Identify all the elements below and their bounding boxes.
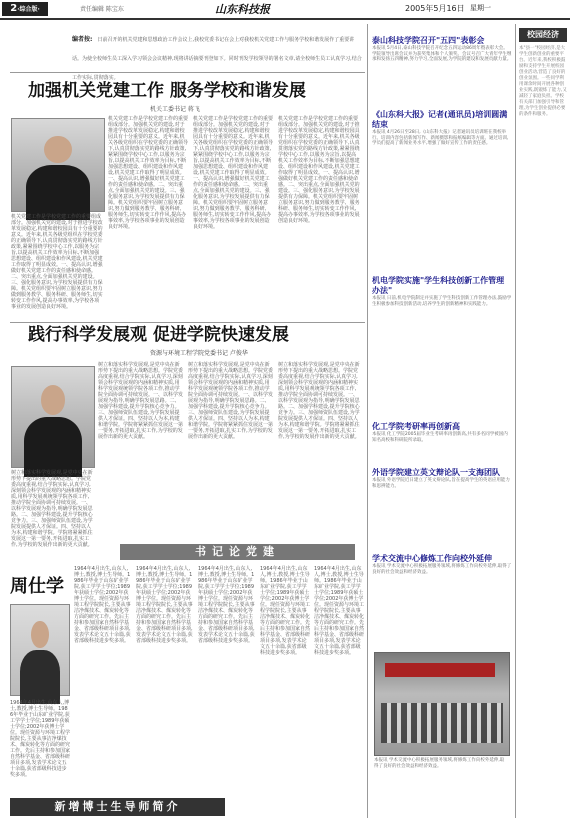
news-text: 本报讯 日前,机电学院制定并实施了学生科技创新工作管理办法,鼓励学生积极参加科技创新活动,培养学生的创新精神和实践能力。 — [372, 296, 512, 307]
article1-byline: 机关工委书记 蒋飞 — [150, 106, 200, 113]
article2-body-col3: 树立和落实科学发展观,是党中央在新形势下提出的重大战略思想。学院党委高度重视,结合学院实际,认真学习,深刻领会科学发展观的内涵和精神实质,用科学发展观统领学院各项工作,推动学院全面协调可持续发展。一、以科学发展观为指导,明确学院发展思路。二、加强学科建设,提升学院核心竞争力。三、加强师资队伍建设,为学院发展提供人才保证。四、坚持以人为本,构建和谐学院。学院将紧紧抓住发展这一第一要务,开拓进取,扎实工作,为学校的发展作出新的更大贡献。 — [188, 362, 274, 440]
group-photo-caption: 本报讯 学术交流中心积极拓展服务领域,将修炼工作向校外延伸,取得了良好的社会效益和经济效益。 — [374, 758, 505, 769]
masthead: 山东科技报 — [215, 3, 270, 16]
section-banner — [120, 544, 355, 560]
profile-body-col1: 1964年4月出生,山东人,博士,教授,博士生导师。1986年毕业于山东矿业学院,获工学学士学位;1989年获硕士学位;2002年获博士学位。现任资源与环境工程学院院长,主要从事洁净煤技术、煤炭转化等方面的研究工作。先后主持和参加国家自然科学基金、省部级科研项目多项,发表学术论文五十余篇,获省部级科技进步奖多项。 — [10, 700, 71, 778]
article1-body-col1: 机关党建工作是学校党建工作的重要组成部分。加强机关党的建设,对于推进学校改革发展稳定,构建和谐校园具有十分重要的意义。近年来,机关各级党组织在学校党委的正确领导下,认真贯彻落实党的路线方针政策,紧紧围绕学校中心工作,以服务为宗旨,以提高机关工作效率为目标,不断加强思想建设、组织建设和作风建设,机关党建工作取得了明显成效。一、提高认识,增强做好机关党建工作的责任感和使命感。二、突出重点,全面加强机关党的建设。三、强化服务意识,为学校发展提供有力保障。机关党组织要牢固树立服务意识,努力做到服务教学、服务科研、服务师生,切实转变工作作风,提高办事效率,为学校各项事业的发展创造良好环境。 — [11, 214, 103, 310]
profile-footer-text: 新增博士生导师简介 — [54, 800, 181, 813]
profile-body-col3: 1964年4月出生,山东人,博士,教授,博士生导师。1986年毕业于山东矿业学院,获工学学士学位;1989年获硕士学位;2002年获博士学位。现任资源与环境工程学院院长,主要从事洁净煤技术、煤炭转化等方面的研究工作。先后主持和参加国家自然科学基金、省部级科研项目多项,发表学术论文五十余篇,获省部级科技进步奖多项。 — [136, 566, 193, 644]
editor-note-label: 编者按: — [72, 36, 93, 43]
article1-divider — [10, 322, 365, 323]
right-column-separator — [515, 24, 516, 818]
right-column-header — [519, 28, 567, 42]
news-text: 本报讯 外语学院近日建立了英文辩论队,旨在提高学生的英语应用能力和思辨能力。 — [372, 478, 510, 489]
news-title: 《山东科大报》记者(通讯员)培训圆满结束 — [372, 110, 508, 129]
article2-author-photo — [11, 366, 95, 468]
article1-body-col3: 机关党建工作是学校党建工作的重要组成部分。加强机关党的建设,对于推进学校改革发展稳定,构建和谐校园具有十分重要的意义。近年来,机关各级党组织在学校党委的正确领导下,认真贯彻落实党的路线方针政策,紧紧围绕学校中心工作,以服务为宗旨,以提高机关工作效率为目标,不断加强思想建设、组织建设和作风建设,机关党建工作取得了明显成效。一、提高认识,增强做好机关党建工作的责任感和使命感。二、突出重点,全面加强机关党的建设。三、强化服务意识,为学校发展提供有力保障。机关党组织要牢固树立服务意识,努力做到服务教学、服务科研、服务师生,切实转变工作作风,提高办事效率,为学校各项事业的发展创造良好环境。 — [193, 116, 274, 230]
article1-author-photo — [11, 118, 105, 212]
profile-body-col2: 1964年4月出生,山东人,博士,教授,博士生导师。1986年毕业于山东矿业学院,获工学学士学位;1989年获硕士学位;2002年获博士学位。现任资源与环境工程学院院长,主要从事洁净煤技术、煤炭转化等方面的研究工作。先后主持和参加国家自然科学基金、省部级科研项目多项,发表学术论文五十余篇,获省部级科技进步奖多项。 — [74, 566, 131, 644]
profile-body-col4: 1964年4月出生,山东人,博士,教授,博士生导师。1986年毕业于山东矿业学院,获工学学士学位;1989年获硕士学位;2002年获博士学位。现任资源与环境工程学院院长,主要从事洁净煤技术、煤炭转化等方面的研究工作。先后主持和参加国家自然科学基金、省部级科研项目多项,发表学术论文五十余篇,获省部级科技进步奖多项。 — [198, 566, 255, 644]
note-divider — [10, 72, 365, 73]
news-title: 机电学院实施"学生科技创新工作管理办法" — [372, 276, 505, 295]
article1-body-col4: 机关党建工作是学校党建工作的重要组成部分。加强机关党的建设,对于推进学校改革发展稳定,构建和谐校园具有十分重要的意义。近年来,机关各级党组织在学校党委的正确领导下,认真贯彻落实党的路线方针政策,紧紧围绕学校中心工作,以服务为宗旨,以提高机关工作效率为目标,不断加强思想建设、组织建设和作风建设,机关党建工作取得了明显成效。一、提高认识,增强做好机关党建工作的责任感和使命感。二、突出重点,全面加强机关党的建设。三、强化服务意识,为学校发展提供有力保障。机关党组织要牢固树立服务意识,努力做到服务教学、服务科研、服务师生,切实转变工作作风,提高办事效率,为学校各项事业的发展创造良好环境。 — [278, 116, 360, 224]
news-text: 本报讯 4月26日至28日,《山东科大报》记者通讯员培训班在我校举行。培训内容包括新闻写作、新闻摄影和报纸编辑等方面。通过培训,学员们提高了新闻业务水平,增强了做好宣传工作的责任感。 — [372, 130, 509, 146]
article2-title: 践行科学发展观 促进学院快速发展 — [28, 325, 289, 345]
article2-body-col2: 树立和落实科学发展观,是党中央在新形势下提出的重大战略思想。学院党委高度重视,结合学院实际,认真学习,深刻领会科学发展观的内涵和精神实质,用科学发展观统领学院各项工作,推动学院全面协调可持续发展。一、以科学发展观为指导,明确学院发展思路。二、加强学科建设,提升学院核心竞争力。三、加强师资队伍建设,为学院发展提供人才保证。四、坚持以人为本,构建和谐学院。学院将紧紧抓住发展这一第一要务,开拓进取,扎实工作,为学校的发展作出新的更大贡献。 — [98, 362, 184, 440]
editor-credit: 责任编辑 陈宝东 — [80, 6, 124, 13]
editor-note — [72, 26, 362, 81]
profile-body-col6: 1964年4月出生,山东人,博士,教授,博士生导师。1986年毕业于山东矿业学院,获工学学士学位;1989年获硕士学位;2002年获博士学位。现任资源与环境工程学院院长,主要从事洁净煤技术、煤炭转化等方面的研究工作。先后主持和参加国家自然科学基金、省部级科研项目多项,发表学术论文五十余篇,获省部级科技进步奖多项。 — [314, 566, 365, 656]
article1-body-col2: 机关党建工作是学校党建工作的重要组成部分。加强机关党的建设,对于推进学校改革发展稳定,构建和谐校园具有十分重要的意义。近年来,机关各级党组织在学校党委的正确领导下,认真贯彻落实党的路线方针政策,紧紧围绕学校中心工作,以服务为宗旨,以提高机关工作效率为目标,不断加强思想建设、组织建设和作风建设,机关党建工作取得了明显成效。一、提高认识,增强做好机关党建工作的责任感和使命感。二、突出重点,全面加强机关党的建设。三、强化服务意识,为学校发展提供有力保障。机关党组织要牢固树立服务意识,努力做到服务教学、服务科研、服务师生,切实转变工作作风,提高办事效率,为学校各项事业的发展创造良好环境。 — [108, 116, 189, 230]
article2-body-col4: 树立和落实科学发展观,是党中央在新形势下提出的重大战略思想。学院党委高度重视,结合学院实际,认真学习,深刻领会科学发展观的内涵和精神实质,用科学发展观统领学院各项工作,推动学院全面协调可持续发展。一、以科学发展观为指导,明确学院发展思路。二、加强学科建设,提升学院核心竞争力。三、加强师资队伍建设,为学院发展提供人才保证。四、坚持以人为本,构建和谐学院。学院将紧紧抓住发展这一第一要务,开拓进取,扎实工作,为学校的发展作出新的更大贡献。 — [278, 362, 360, 440]
section-banner-text: 书记论党建 — [195, 545, 280, 558]
weekday: 星期一 — [470, 4, 491, 12]
column-separator — [367, 24, 368, 818]
news-title: 泰山科技学院召开"五四"表彰会 — [372, 36, 485, 45]
article2-body-col1: 树立和落实科学发展观,是党中央在新形势下提出的重大战略思想。学院党委高度重视,结合学院实际,认真学习,深刻领会科学发展观的内涵和精神实质,用科学发展观统领学院各项工作,推动学院全面协调可持续发展。一、以科学发展观为指导,明确学院发展思路。二、加强学科建设,提升学院核心竞争力。三、加强师资队伍建设,为学院发展提供人才保证。四、坚持以人为本,构建和谐学院。学院将紧紧抓住发展这一第一要务,开拓进取,扎实工作,为学校的发展作出新的更大贡献。 — [11, 470, 93, 548]
page-header — [0, 0, 570, 20]
article2-byline: 资源与环境工程学院党委书记 卢俊华 — [150, 350, 248, 357]
news-title: 化工学院考研率再创新高 — [372, 422, 460, 431]
right-column-title: 校园经济 — [527, 30, 559, 39]
profile-name: 周仕学 — [10, 576, 64, 597]
profile-footer-banner — [10, 798, 225, 816]
news-text: 本报讯 化工学院2005届毕业生考研率再创新高,共有多名同学被国内知名高校和科研院所录取。 — [372, 432, 508, 443]
right-column-body: 本"县一"校园经济,是大学生创新创业的重要平台。近年来,我校积极鼓励和支持学生开展校园创业活动,营造了良好的创业氛围。一些同学利用课余时间开展各种创业实践,既锻炼了能力,又减轻了家庭负担。学校有关部门加强引导和管理,为学生创业提供必要的条件和服务。 — [519, 46, 567, 117]
sidebar-news — [372, 30, 512, 650]
page-number: 2 — [10, 3, 18, 14]
profile-body-col5: 1964年4月出生,山东人,博士,教授,博士生导师。1986年毕业于山东矿业学院,获工学学士学位;1989年获硕士学位;2002年获博士学位。现任资源与环境工程学院院长,主要从事洁净煤技术、煤炭转化等方面的研究工作。先后主持和参加国家自然科学基金、省部级科研项目多项,发表学术论文五十余篇,获省部级科技进步奖多项。 — [260, 566, 311, 656]
section-name: ·综合版· — [17, 6, 40, 13]
news-text: 本报讯 5月4日,泰山科技学院召开纪念五四运动86周年暨表彰大会。学院领导出席会议并为获奖集体和个人颁奖。会议号召广大青年学生继承和发扬五四精神,努力学习,全面发展,为学院的建设和发展贡献力量。 — [372, 46, 512, 62]
news-title: 学术交流中心修炼工作向校外延伸 — [372, 554, 492, 563]
profile-photo — [10, 604, 70, 696]
article1-title: 加强机关党建工作 服务学校和谐发展 — [28, 81, 306, 101]
page-number-box — [2, 2, 48, 16]
editor-note-text: 日前召开的机关党建和思想政治工作会议上,我校党委书记在会上对我校机关党建工作与服务学校和谐发展作了重要讲话。为使全校师生员工深入学习领会会议精神,现将讲话摘要刊登如下。同时刊发学校领导的署名文章,请全校师生员工认真学习,结合工作实际,贯彻落实。 — [72, 37, 362, 81]
group-photo — [374, 652, 510, 756]
date: 2005年5月16日 — [405, 4, 465, 13]
news-text: 本报讯 学术交流中心积极拓展服务领域,将修炼工作向校外延伸,取得了良好的社会效益和经济效益。 — [372, 564, 512, 575]
news-title: 外语学院建立英文辩论队一支海团队 — [372, 468, 500, 477]
